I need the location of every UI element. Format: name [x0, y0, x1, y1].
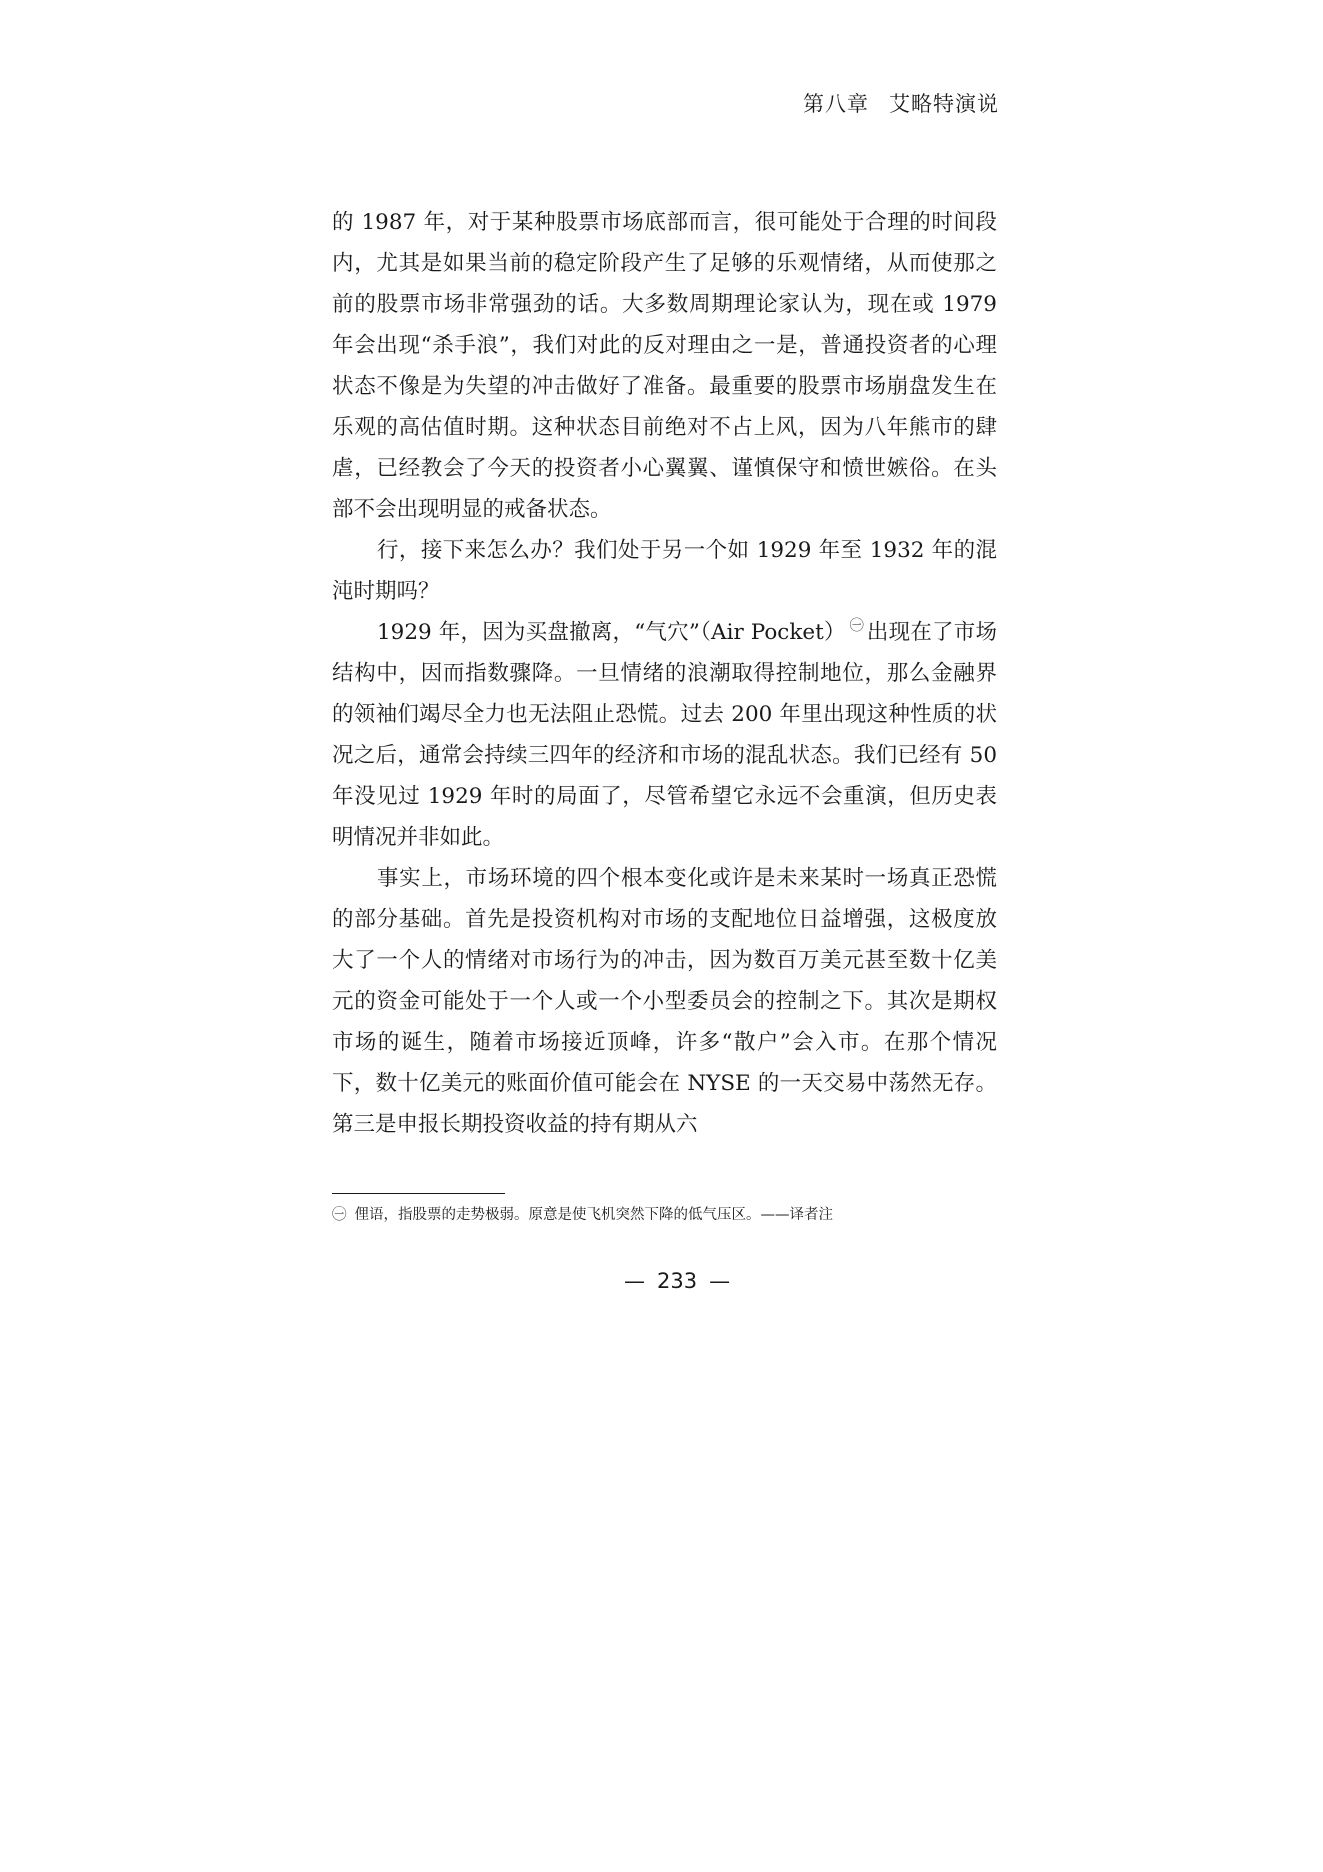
page-number-value: 233	[657, 1269, 698, 1293]
footnote-divider	[332, 1193, 505, 1194]
paragraph-1: 的 1987 年，对于某种股票市场底部而言，很可能处于合理的时间段内，尤其是如果当前的稳定阶段产生了足够的乐观情绪，从而使那之前的股票市场非常强劲的话。大多数周期理论家认为，现在或 1979 年会出现“杀手浪”，我们对此的反对理由之一是，普通投资者的心理状态不像是为失望的冲击做好了准备。最重要的股票市场崩盘发生在乐观的高估值时期。这种状态目前绝对不占上风，因为八年熊市的肆虐，已经教会了今天的投资者小心翼翼、谨慎保守和愤世嫉俗。在头部不会出现明显的戒备状态。	[332, 210, 997, 522]
footnote-mark: ㊀	[332, 1207, 347, 1223]
paragraph-3	[332, 612, 997, 858]
page-number-dash-left: —	[624, 1269, 645, 1293]
chapter-title: 艾略特演说	[889, 92, 999, 116]
paragraph-3-text-end: 出现在了市场结构中，因而指数骤降。一旦情绪的浪潮取得控制地位，那么金融界的领袖们竭尽全力也无法阻止恐慌。过去 200 年里出现这种性质的状况之后，通常会持续三四年的经济和市场的混乱状态。我们已经有 50 年没见过 1929 年时的局面了，尽管希望它永远不会重演，但历史表明情况并非如此。	[332, 620, 997, 850]
footnote-text: 俚语，指股票的走势极弱。原意是使飞机突然下降的低气压区。——译者注	[354, 1207, 833, 1223]
footnote-reference-mark[interactable]: ㊀	[849, 618, 864, 634]
paragraph-2: 行，接下来怎么办？我们处于另一个如 1929 年至 1932 年的混沌时期吗？	[332, 538, 997, 604]
paragraph-3-text-start: 1929 年，因为买盘撤离，“气穴”（Air Pocket）	[377, 620, 846, 645]
page-number	[612, 1269, 742, 1293]
footnote	[332, 1204, 997, 1226]
page-number-dash-right: —	[709, 1269, 731, 1293]
chapter-number: 第八章	[803, 92, 869, 116]
running-header	[803, 88, 999, 118]
paragraph-4: 事实上，市场环境的四个根本变化或许是未来某时一场真正恐慌的部分基础。首先是投资机构对市场的支配地位日益增强，这极度放大了一个人的情绪对市场行为的冲击，因为数百万美元甚至数十亿美元的资金可能处于一个人或一个小型委员会的控制之下。其次是期权市场的诞生，随着市场接近顶峰，许多“散户”会入市。在那个情况下，数十亿美元的账面价值可能会在 NYSE 的一天交易中荡然无存。第三是申报长期投资收益的持有期从六	[332, 866, 997, 1137]
body-text	[332, 202, 997, 1145]
